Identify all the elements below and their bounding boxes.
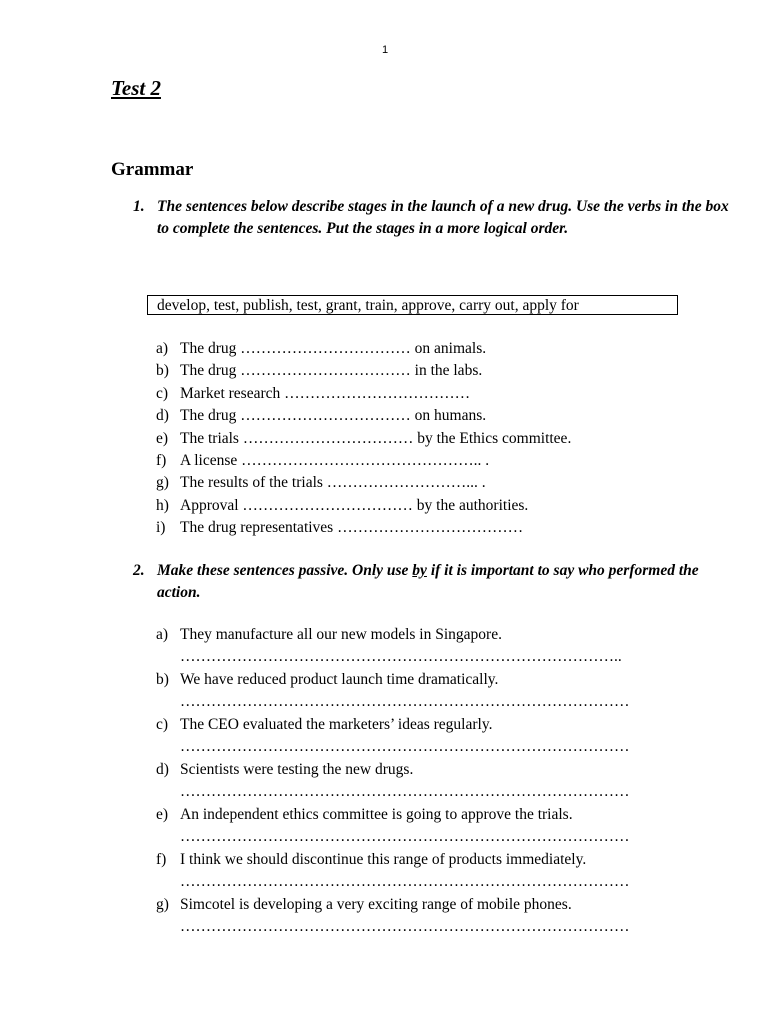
item-text: Simcotel is developing a very exciting range of mobile phones.: [180, 896, 572, 913]
item-text: The drug …………………………… on animals.: [180, 340, 487, 357]
item-text: The drug …………………………… on humans.: [180, 407, 487, 425]
by-keyword: by: [412, 562, 427, 579]
exercise1-instruction: [133, 196, 733, 240]
item-letter: e): [156, 806, 169, 823]
answer-line: ……………………………………………………………………………: [180, 873, 630, 891]
test-title: Test 2: [111, 76, 161, 100]
item-letter: f): [156, 851, 167, 868]
item-letter: e): [156, 429, 169, 447]
page-number: 1: [381, 44, 389, 56]
item-letter: g): [156, 474, 169, 492]
answer-line: ……………………………………………………………………………: [180, 693, 630, 711]
list-item: [156, 669, 630, 714]
item-text: The trials …………………………… by the Ethics committee.: [180, 429, 572, 447]
exercise2-instruction-text: Make these sentences passive. Only use by if it is important to say who performed the action.: [157, 562, 699, 601]
list-item: [156, 624, 630, 669]
answer-line: ……………………………………………………………………………: [180, 828, 630, 846]
item-text: The CEO evaluated the marketers’ ideas regularly.: [180, 716, 493, 733]
list-item: [156, 714, 630, 759]
item-letter: f): [156, 451, 167, 469]
item-text: We have reduced product launch time dramatically.: [180, 671, 499, 688]
exercise1-number: 1.: [133, 198, 145, 215]
exercise2-instruction: [133, 560, 733, 604]
list-item: [156, 759, 630, 804]
item-text: Scientists were testing the new drugs.: [180, 761, 414, 778]
exercise2-number: 2.: [133, 562, 145, 579]
list-item: [156, 450, 571, 472]
item-letter: a): [156, 626, 169, 643]
item-letter: c): [156, 384, 169, 402]
item-text: An independent ethics committee is going to approve the trials.: [180, 806, 573, 823]
item-text: Market research ………………………………: [180, 384, 471, 402]
exercise1-list: [156, 338, 571, 540]
answer-line: ……………………………………………………………………………: [180, 783, 630, 801]
item-letter: a): [156, 340, 169, 357]
exercise2-list: [156, 624, 630, 939]
item-text: The drug …………………………… in the labs.: [180, 362, 483, 380]
item-letter: i): [156, 519, 166, 537]
item-letter: b): [156, 671, 169, 688]
item-letter: g): [156, 896, 169, 913]
list-item: [156, 849, 630, 894]
answer-line: …………………………………………………………………………..: [180, 648, 622, 666]
item-letter: h): [156, 496, 169, 514]
list-item: [156, 383, 571, 405]
exercise1-instruction-text: The sentences below describe stages in the launch of a new drug. Use the verbs in the box to complete the sentences. Put the stages in a more logical order.: [157, 198, 729, 237]
item-letter: c): [156, 716, 169, 733]
item-text: The drug representatives ………………………………: [180, 519, 524, 537]
item-text: I think we should discontinue this range of products immediately.: [180, 851, 587, 868]
list-item: [156, 804, 630, 849]
answer-line: ……………………………………………………………………………: [180, 918, 630, 936]
item-letter: d): [156, 761, 169, 778]
item-text: A license ……………………………………….. .: [180, 451, 490, 469]
list-item: [156, 360, 571, 382]
list-item: [156, 495, 571, 517]
word-box: develop, test, publish, test, grant, train, approve, carry out, apply for: [147, 295, 678, 315]
item-text: Approval …………………………… by the authorities.: [180, 496, 529, 514]
list-item: [156, 428, 571, 450]
item-letter: d): [156, 407, 169, 425]
item-letter: b): [156, 362, 169, 380]
list-item: [156, 517, 571, 539]
list-item: [156, 338, 571, 360]
answer-line: ……………………………………………………………………………: [180, 738, 630, 756]
list-item: [156, 405, 571, 427]
item-text: The results of the trials ………………………... .: [180, 474, 486, 492]
list-item: [156, 472, 571, 494]
section-title: Grammar: [111, 159, 194, 180]
list-item: [156, 894, 630, 939]
item-text: They manufacture all our new models in Singapore.: [180, 626, 502, 643]
